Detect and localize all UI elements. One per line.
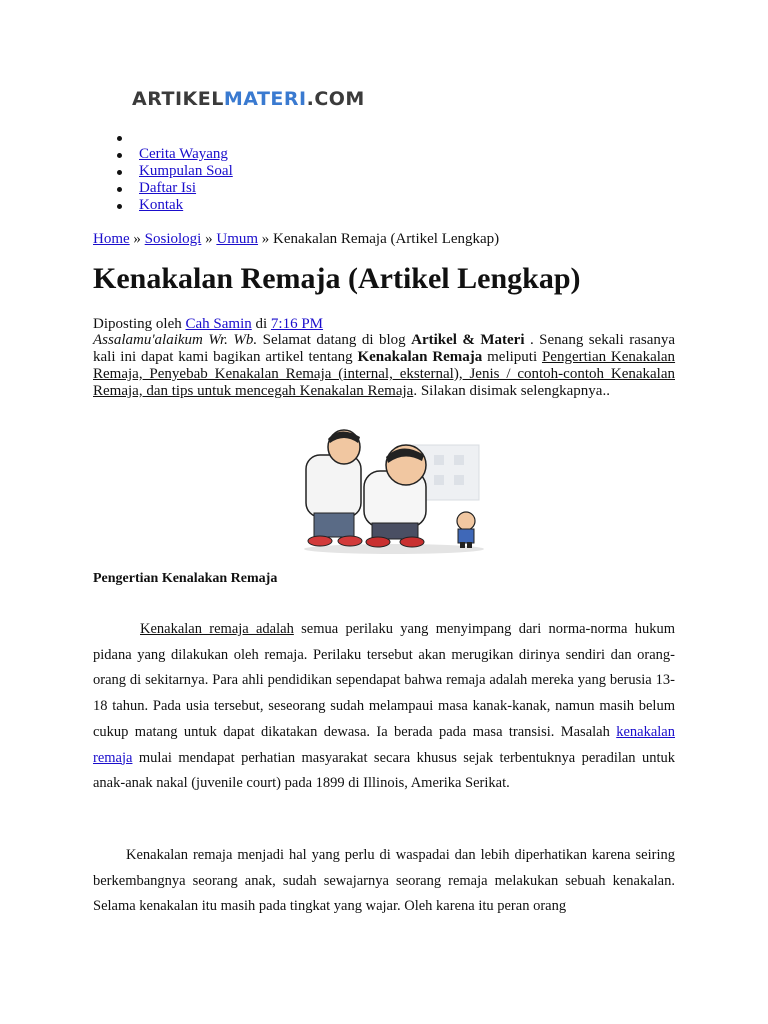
post-time-link[interactable]: 7:16 PM	[270, 316, 324, 332]
page-title: Kenakalan Remaja (Artikel Lengkap)	[93, 262, 581, 295]
nav-menu	[139, 129, 233, 214]
nav-link-cerita-wayang[interactable]: Cerita Wayang	[139, 146, 228, 162]
section-heading: Pengertian Kenalakan Remaja	[93, 571, 278, 586]
breadcrumb	[93, 231, 499, 248]
section-paragraph-1	[93, 617, 675, 797]
section-paragraph-2: Kenakalan remaja menjadi hal yang perlu di waspadai dan lebih diperhatikan karena seiring berkembangnya seorang anak, sudah sewajarnya seorang remaja melakukan sebuah kenakalan. Selama kenakalan itu masih pada tingkat yang wajar. Oleh karena itu peran orang	[93, 847, 675, 915]
breadcrumb-umum[interactable]: Umum	[216, 231, 259, 247]
author-link[interactable]: Cah Samin	[185, 316, 252, 332]
paragraph-1-text-a: semua perilaku yang menyimpang dari norma-norma hukum pidana yang dilakukan oleh remaja. Perilaku tersebut akan merugikan dirinya sendiri dan orang-orang di sekitarnya. Para ahli pendidikan sependapat bahwa remaja adalah mereka yang berusia 13-18 tahun. Pada usia tersebut, seseorang sudah melampaui masa kanak-kanak, namun masih belum cukup matang untuk dapat dikatakan dewasa. Ia berada pada masa transisi. Masalah	[93, 621, 675, 740]
breadcrumb-separator: »	[133, 231, 141, 247]
blog-name: Artikel & Materi	[411, 332, 525, 348]
greeting-text: Assalamu'alaikum Wr. Wb.	[93, 332, 258, 348]
breadcrumb-home[interactable]: Home	[93, 231, 130, 247]
nav-link-kontak[interactable]: Kontak	[139, 197, 184, 213]
post-intro	[93, 332, 675, 400]
breadcrumb-sosiologi[interactable]: Sosiologi	[144, 231, 202, 247]
logo-text-part3: .COM	[306, 88, 365, 110]
topic-name: Kenakalan Remaja	[357, 349, 483, 365]
logo-text-part1: ARTIKEL	[132, 88, 224, 110]
intro-text-3: meliputi	[487, 349, 538, 365]
post-meta	[93, 316, 323, 333]
intro-text-1: Selamat datang di blog	[262, 332, 406, 348]
breadcrumb-separator: »	[205, 231, 213, 247]
nav-item-kontak	[139, 197, 233, 214]
nav-item-kumpulan-soal	[139, 163, 233, 180]
nav-item-daftar-isi	[139, 180, 233, 197]
intro-text-2: . Senang sekali rasanya kali ini dapat kami bagikan artikel tentang	[93, 332, 676, 365]
nav-link-daftar-isi[interactable]: Daftar Isi	[139, 180, 197, 196]
illustration-image	[284, 425, 489, 555]
breadcrumb-separator: »	[261, 231, 270, 247]
kenakalan-remaja-link[interactable]: kenakalan remaja	[93, 723, 675, 766]
intro-text-4: . Silakan disimak selengkapnya..	[413, 383, 610, 399]
definition-link[interactable]: Kenakalan remaja adalah	[140, 621, 294, 637]
breadcrumb-current: Kenakalan Remaja (Artikel Lengkap)	[273, 231, 500, 247]
topic-links[interactable]: Pengertian Kenakalan Remaja, Penyebab Kenakalan Remaja (internal, eksternal), Jenis / contoh-contoh Kenakalan Remaja, dan tips untuk mencegah Kenakalan Remaja	[93, 349, 676, 399]
nav-item-empty	[139, 129, 233, 146]
nav-link-kumpulan-soal[interactable]: Kumpulan Soal	[139, 163, 233, 179]
site-logo[interactable]	[132, 88, 365, 110]
paragraph-1-text-b: mulai mendapat perhatian masyarakat secara khusus sejak terbentuknya peradilan untuk anak-anak nakal (juvenile court) pada 1899 di Illinois, Amerika Serikat.	[93, 749, 676, 792]
nav-item-cerita-wayang	[139, 146, 233, 163]
at-label: di	[255, 316, 268, 332]
logo-text-part2: MATERI	[223, 88, 307, 110]
posted-by-label: Diposting oleh	[93, 316, 182, 332]
